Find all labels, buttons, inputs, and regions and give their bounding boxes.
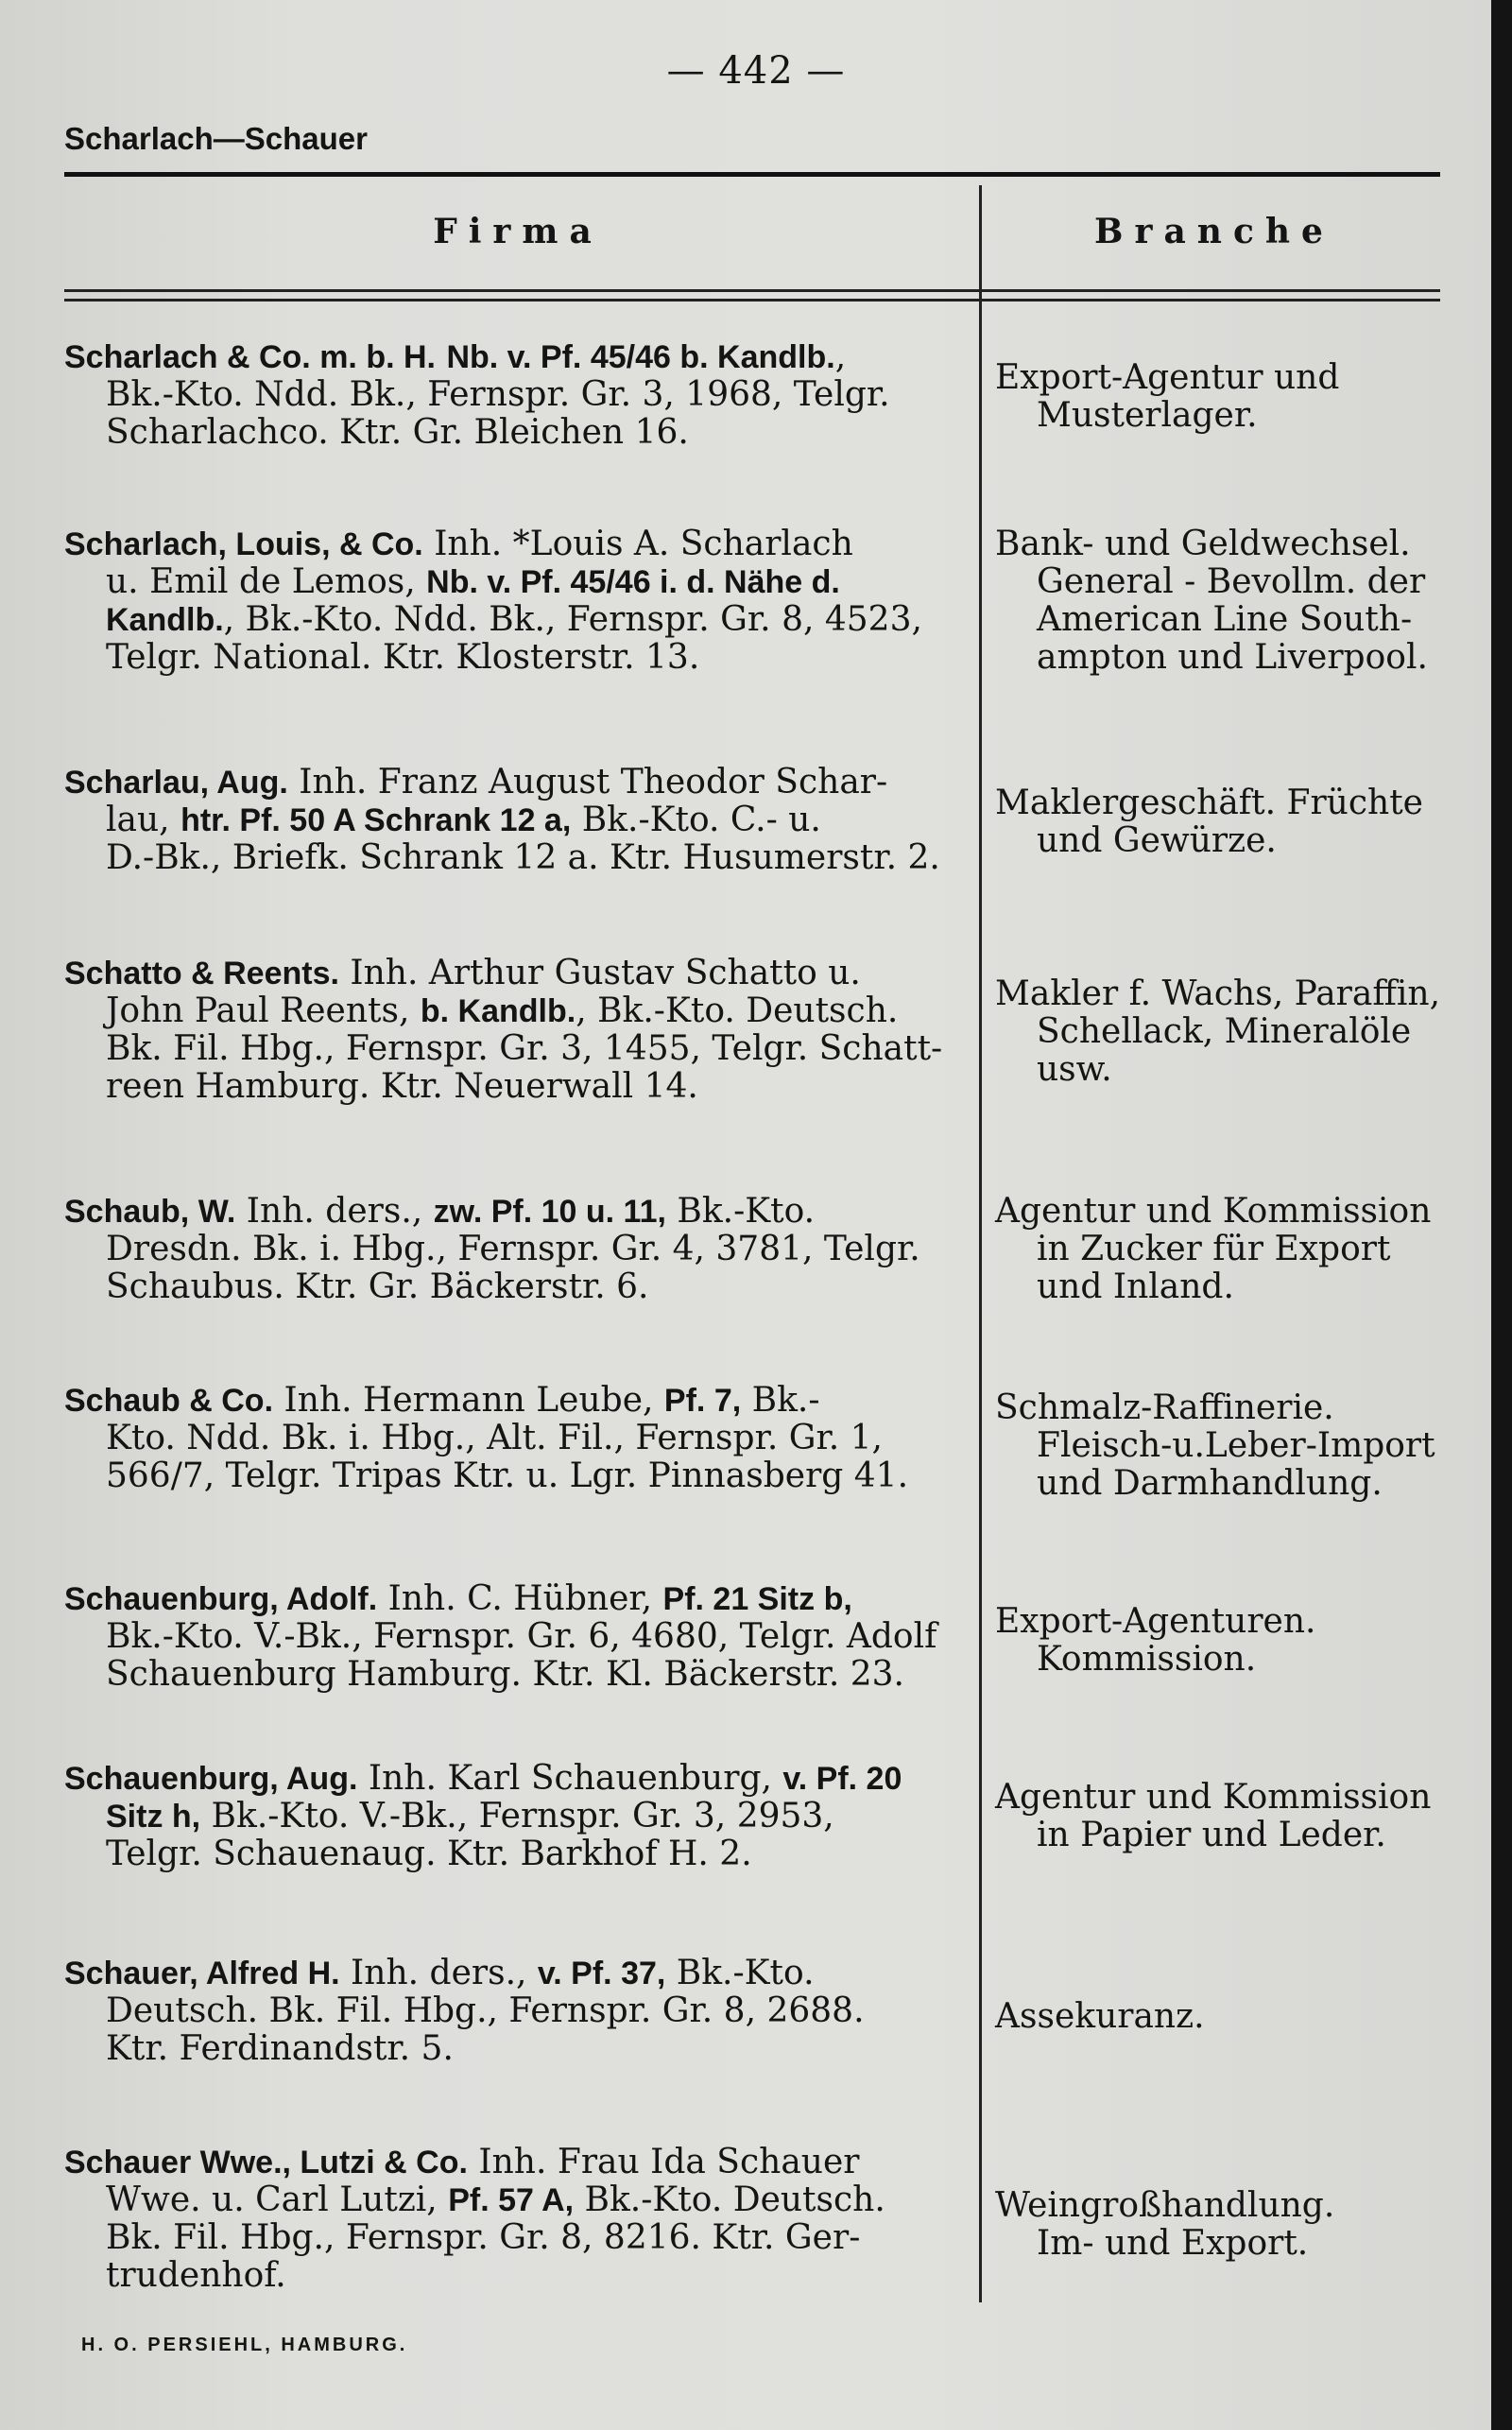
- firm-line: [64, 1992, 971, 2030]
- firm-address-bold: Pf. 7,: [663, 1383, 742, 1419]
- column-divider: [979, 185, 982, 2302]
- firm-name: Scharlau, Aug.: [64, 765, 288, 801]
- firm-details: Scharlachco. Ktr. Gr. Bleichen 16.: [106, 413, 689, 452]
- firm-details: ,: [834, 337, 847, 376]
- firm-details: Deutsch. Bk. Fil. Hbg., Fernspr. Gr. 8, 2688.: [106, 1991, 865, 2030]
- firm-line: [64, 2030, 971, 2068]
- firm-details: lau,: [106, 801, 181, 839]
- firm-details: Bk. Fil. Hbg., Fernspr. Gr. 8, 8216. Ktr. Ger-: [106, 2218, 861, 2257]
- branch-line: Kommission.: [1037, 1640, 1257, 1679]
- firm-name: Schaub & Co.: [64, 1383, 274, 1419]
- firm-line: [64, 526, 971, 563]
- firm-details: Bk.-Kto. C.- u.: [571, 801, 821, 839]
- firm-details: Bk.-: [741, 1381, 820, 1420]
- firm-address-bold: b. Kandlb.: [420, 993, 576, 1029]
- firm-line: [64, 601, 971, 639]
- branch-text: [995, 1193, 1449, 1306]
- firm-address-bold: Sitz h,: [106, 1799, 201, 1835]
- branch-line: Assekuranz.: [995, 1997, 1205, 2036]
- firm-line: [64, 1457, 971, 1495]
- firm-line: [64, 1268, 971, 1306]
- firm-details: John Paul Reents,: [106, 991, 421, 1030]
- branch-line: American Line South-: [1037, 600, 1413, 639]
- firm-details: Inh. ders.,: [235, 1192, 434, 1231]
- firm-details: Bk.-Kto.: [665, 1192, 816, 1231]
- branch-line: ampton und Liverpool.: [1037, 638, 1428, 677]
- firm-line: [64, 955, 971, 992]
- firm-name: Schatto & Reents.: [64, 956, 339, 991]
- firm-details: Telgr. National. Ktr. Klosterstr. 13.: [106, 638, 700, 677]
- header-double-rule-top: [64, 289, 1440, 292]
- branch-line: usw.: [1037, 1050, 1112, 1089]
- firm-line: [64, 1955, 971, 1992]
- firm-address-bold: Pf. 21 Sitz b,: [662, 1581, 852, 1617]
- firm-address-bold: Nb. v. Pf. 45/46 b. Kandlb.: [446, 339, 835, 375]
- running-head: Scharlach—Schauer: [64, 121, 368, 156]
- firm-line: [64, 376, 971, 414]
- firm-line: [64, 764, 971, 801]
- firm-line: [64, 338, 971, 376]
- firm-line: [64, 992, 971, 1030]
- firm-details: Dresdn. Bk. i. Hbg., Fernspr. Gr. 4, 3781, Telgr.: [106, 1230, 920, 1268]
- firm-address-bold: v. Pf. 37,: [537, 1956, 666, 1991]
- firm-details: Inh. Franz August Theodor Schar-: [287, 763, 888, 801]
- firm-details: Schauenburg Hamburg. Ktr. Kl. Bäckerstr. 23.: [106, 1655, 904, 1694]
- branch-line: und Inland.: [1037, 1267, 1234, 1306]
- firm-address-bold: htr. Pf. 50 A Schrank 12 a,: [180, 802, 572, 838]
- firm-name: Schauenburg, Aug.: [64, 1761, 358, 1797]
- branch-text: [995, 1779, 1449, 1854]
- firm-address-bold: Kandlb.: [106, 602, 224, 638]
- firm-line: [64, 1580, 971, 1618]
- firm-line: [64, 1420, 971, 1457]
- firm-line: [64, 801, 971, 839]
- branch-line: Schmalz-Raffinerie.: [995, 1388, 1334, 1427]
- firm-name: Schauenburg, Adolf.: [64, 1581, 378, 1617]
- header-double-rule-bottom: [64, 299, 1440, 302]
- firm-address-bold: zw. Pf. 10 u. 11,: [433, 1194, 666, 1230]
- scan-edge: [1491, 0, 1512, 2430]
- firm-line: [64, 1618, 971, 1656]
- firm-line: [64, 563, 971, 601]
- branch-line: in Papier und Leder.: [1037, 1816, 1386, 1854]
- firm-text: [64, 764, 971, 877]
- firm-text: [64, 526, 971, 677]
- branch-line: und Darmhandlung.: [1037, 1464, 1383, 1503]
- column-header-branche: Branche: [1094, 212, 1334, 251]
- firm-name: Scharlach, Louis, & Co.: [64, 526, 423, 562]
- firm-details: Inh. *Louis A. Scharlach: [422, 525, 853, 563]
- firm-line: [64, 839, 971, 877]
- branch-line: in Zucker für Export: [1037, 1230, 1391, 1268]
- branch-text: [995, 975, 1449, 1089]
- branch-text: [995, 526, 1449, 677]
- firm-line: [64, 2257, 971, 2295]
- header-rule: [64, 172, 1440, 177]
- firm-details: Ktr. Ferdinandstr. 5.: [106, 2029, 454, 2068]
- branch-line: Bank- und Geldwechsel.: [995, 525, 1411, 563]
- branch-text: [995, 1389, 1449, 1503]
- branch-line: Agentur und Kommission: [995, 1192, 1432, 1231]
- firm-text: [64, 1760, 971, 1873]
- firm-details: Inh. C. Hübner,: [377, 1579, 663, 1618]
- firm-details: Bk.-Kto. Ndd. Bk., Fernspr. Gr. 3, 1968, Telgr.: [106, 375, 890, 414]
- branch-line: Weingroßhandlung.: [995, 2186, 1335, 2225]
- branch-text: [995, 2187, 1449, 2263]
- firm-line: [64, 2181, 971, 2219]
- firm-address-bold: Nb. v. Pf. 45/46 i. d. Nähe d.: [426, 564, 840, 600]
- branch-line: Makler f. Wachs, Paraffin,: [995, 974, 1441, 1013]
- branch-text: [995, 1603, 1449, 1679]
- firm-text: [64, 1193, 971, 1306]
- firm-text: [64, 338, 971, 452]
- firm-details: Inh. Frau Ida Schauer: [467, 2143, 860, 2181]
- branch-text: [995, 784, 1449, 860]
- firm-line: [64, 1798, 971, 1835]
- firm-line: [64, 414, 971, 452]
- firm-name: Schaub, W.: [64, 1194, 236, 1230]
- firm-details: Telgr. Schauenaug. Ktr. Barkhof H. 2.: [106, 1835, 752, 1873]
- column-header-firma: Firma: [433, 212, 603, 251]
- firm-details: Schaubus. Ktr. Gr. Bäckerstr. 6.: [106, 1267, 649, 1306]
- firm-line: [64, 1382, 971, 1420]
- firm-details: reen Hamburg. Ktr. Neuerwall 14.: [106, 1067, 698, 1106]
- firm-line: [64, 1760, 971, 1798]
- firm-line: [64, 1231, 971, 1268]
- firm-line: [64, 1068, 971, 1106]
- firm-line: [64, 1030, 971, 1068]
- page-number: — 442 —: [666, 49, 846, 93]
- firm-details: Inh. ders.,: [339, 1954, 538, 1992]
- branch-line: Schellack, Mineralöle: [1037, 1012, 1412, 1051]
- firm-name: Schauer, Alfred H.: [64, 1956, 340, 1991]
- firm-details: , Bk.-Kto. Ndd. Bk., Fernspr. Gr. 8, 4523,: [223, 600, 922, 639]
- firm-details: Bk.-Kto. V.-Bk., Fernspr. Gr. 3, 2953,: [200, 1797, 834, 1835]
- branch-line: Fleisch-u.Leber-Import: [1037, 1426, 1435, 1465]
- firm-text: [64, 955, 971, 1106]
- branch-line: Maklergeschäft. Früchte: [995, 784, 1423, 822]
- firm-line: [64, 1656, 971, 1694]
- branch-line: General - Bevollm. der: [1037, 562, 1426, 601]
- printer-imprint: H. O. PERSIEHL, HAMBURG.: [81, 2335, 408, 2355]
- firm-details: Bk.-Kto. Deutsch.: [574, 2180, 885, 2219]
- firm-details: Inh. Hermann Leube,: [273, 1381, 664, 1420]
- branch-text: [995, 359, 1449, 435]
- firm-address-bold: Pf. 57 A,: [448, 2182, 575, 2218]
- firm-details: Bk.-Kto. V.-Bk., Fernspr. Gr. 6, 4680, Telgr. Adolf: [106, 1617, 937, 1656]
- branch-line: Im- und Export.: [1037, 2224, 1309, 2263]
- firm-line: [64, 2144, 971, 2181]
- firm-details: Bk. Fil. Hbg., Fernspr. Gr. 3, 1455, Telgr. Schatt-: [106, 1029, 943, 1068]
- firm-address-bold: v. Pf. 20: [782, 1761, 902, 1797]
- firm-details: [436, 337, 446, 376]
- branch-line: Export-Agenturen.: [995, 1602, 1316, 1641]
- firm-line: [64, 1193, 971, 1231]
- firm-details: Wwe. u. Carl Lutzi,: [106, 2180, 449, 2219]
- firm-details: Inh. Arthur Gustav Schatto u.: [338, 954, 861, 992]
- branch-text: [995, 1998, 1449, 2036]
- firm-line: [64, 639, 971, 677]
- branch-line: Agentur und Kommission: [995, 1778, 1432, 1817]
- firm-text: [64, 1580, 971, 1694]
- branch-line: Musterlager.: [1037, 396, 1258, 435]
- firm-line: [64, 1835, 971, 1873]
- firm-details: 566/7, Telgr. Tripas Ktr. u. Lgr. Pinnasberg 41.: [106, 1456, 909, 1495]
- firm-details: Bk.-Kto.: [665, 1954, 815, 1992]
- firm-details: Kto. Ndd. Bk. i. Hbg., Alt. Fil., Fernspr. Gr. 1,: [106, 1419, 883, 1457]
- branch-line: Export-Agentur und: [995, 358, 1340, 397]
- firm-details: D.-Bk., Briefk. Schrank 12 a. Ktr. Husumerstr. 2.: [106, 838, 940, 877]
- firm-text: [64, 1382, 971, 1495]
- firm-line: [64, 2219, 971, 2257]
- firm-text: [64, 1955, 971, 2068]
- firm-details: trudenhof.: [106, 2256, 286, 2295]
- firm-text: [64, 2144, 971, 2295]
- firm-details: u. Emil de Lemos,: [106, 562, 427, 601]
- firm-name: Schauer Wwe., Lutzi & Co.: [64, 2145, 468, 2180]
- firm-details: , Bk.-Kto. Deutsch.: [576, 991, 899, 1030]
- branch-line: und Gewürze.: [1037, 821, 1277, 860]
- firm-details: Inh. Karl Schauenburg,: [357, 1759, 783, 1798]
- firm-name: Scharlach & Co. m. b. H.: [64, 339, 436, 375]
